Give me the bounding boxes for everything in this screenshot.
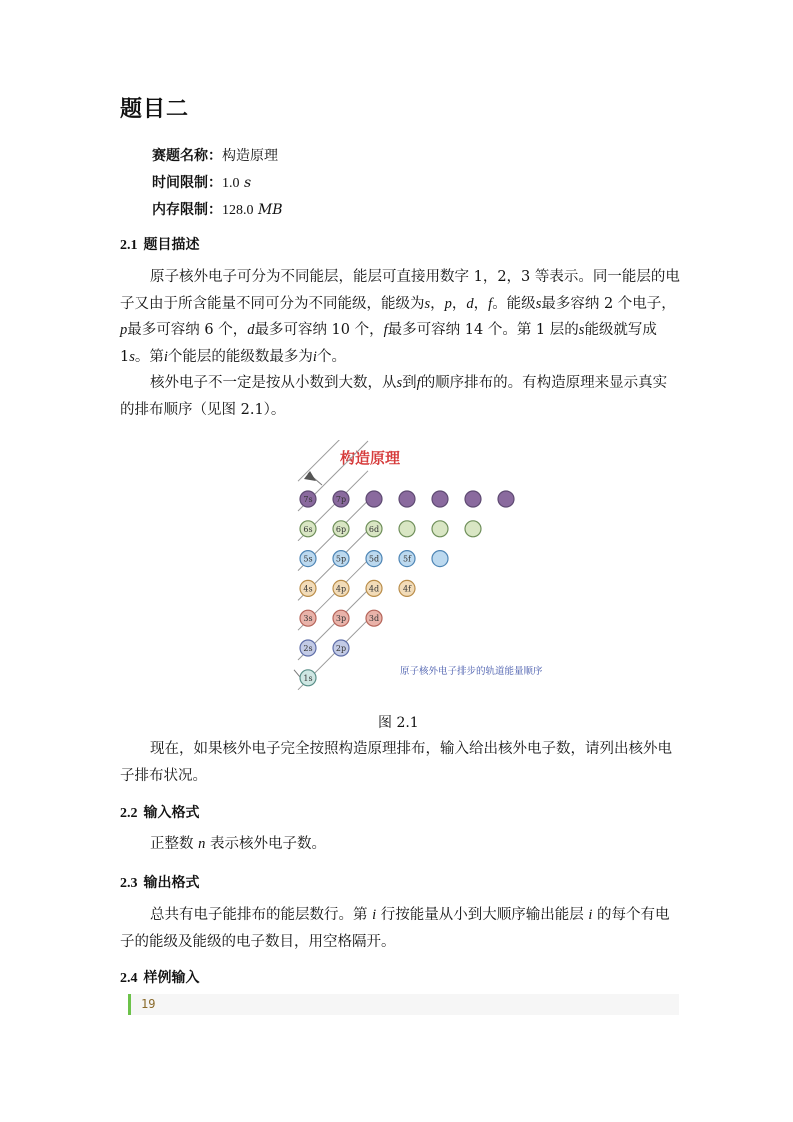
orbital-circle [399,521,415,537]
description-paragraph-1: 原子核外电子可分为不同能层，能层可直接用数字 1，2，3 等表示。同一能层的电子又由于所含能量不同可分为不同能级，能级为s，p，d，f。能级s最多容纳 2 个电子，p最多可容纳 6 个，d最多可容纳 10 个，f最多可容纳 14 个。第 1 层的s能级就写成 1s。第i个能层的能级数最多为i个。 [120,269,680,365]
meta-memory-row [152,199,283,219]
orbital-label: 6p [335,524,347,534]
orbital-label: 7s [303,495,313,504]
orbital-label: 3p [335,614,347,624]
section-heading-input: 2.2 输入格式 [120,805,200,821]
section-heading-output: 2.3 输出格式 [120,875,200,891]
orbital-label: 5d [368,554,380,564]
meta-memory-label: 内存限制： [152,202,222,218]
sample-input-code-block [128,994,679,1015]
description-paragraph-3: 现在，如果核外电子完全按照构造原理排布，输入给出核外电子数，请列出核外电子排布状况。 [120,741,672,784]
orbital-circle [366,491,382,507]
figure-note: 原子核外电子排步的轨道能量顺序 [400,666,543,677]
orbital-circle [432,551,448,567]
section-heading-sample-input: 2.4 样例输入 [120,970,200,986]
figure-caption: 图 2.1 [378,715,419,731]
orbital-label: 4s [303,584,313,594]
description-paragraph-2: 核外电子不一定是按从小数到大数，从s到f的顺序排布的。有构造原理来显示真实的排布顺序（见图 2.1）。 [120,375,668,418]
orbital-label: 6d [368,524,380,534]
orbital-circle [399,491,415,507]
orbital-label: 3d [368,614,380,624]
meta-name-value: 构造原理 [222,149,278,164]
meta-name-row [152,145,278,165]
orbital-circle [498,491,514,507]
orbital-label: 2p [335,644,347,653]
arrow-head [304,471,316,481]
orbital-label: 4f [402,584,412,594]
meta-time-label: 时间限制： [152,175,222,191]
meta-memory-value: 128.0 [222,203,254,218]
orbital-circle [432,521,448,537]
orbital-label: 1s [303,673,313,683]
output-format-text: 总共有电子能排布的能层数行。第 i 行按能量从小到大顺序输出能层 i 的每个有电子的能级及能级的电子数目，用空格隔开。 [120,907,670,950]
aufbau-diagram [283,440,575,702]
figure-title: 构造原理 [340,449,401,467]
orbital-label: 7p [335,495,347,504]
section-heading-description: 2.1 题目描述 [120,237,200,253]
orbital-label: 5s [303,554,313,564]
meta-time-row [152,172,251,192]
orbital-circle [432,491,448,507]
meta-time-unit: s [243,175,252,191]
orbital-circle [465,491,481,507]
meta-name-label: 赛题名称： [152,148,222,164]
input-format-text: 正整数 n 表示核外电子数。 [150,836,326,852]
orbital-label: 3s [303,614,313,624]
orbital-label: 6s [303,524,313,534]
orbital-label: 4p [335,584,347,594]
orbital-label: 4d [368,584,380,594]
meta-time-value: 1.0 [222,176,240,191]
meta-memory-unit: MB [257,202,283,218]
orbital-label: 2s [303,644,313,653]
sample-input-value: 19 [141,997,156,1011]
orbital-label: 5f [402,554,412,564]
problem-title: 题目二 [120,97,190,122]
orbital-circle [465,521,481,537]
orbital-label: 5p [335,554,347,564]
